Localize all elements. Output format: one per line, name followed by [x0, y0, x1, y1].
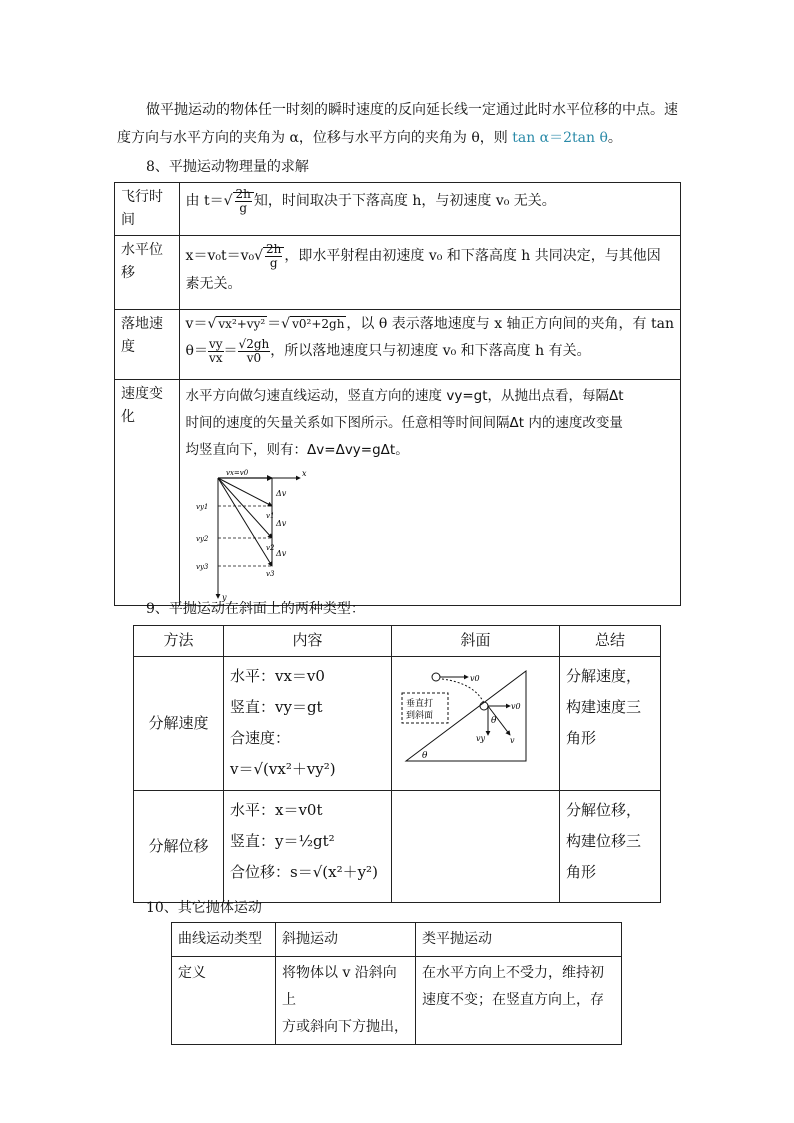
- formula-suffix: ，以 θ 表示落地速度与 x 轴正方向间的夹角，有 tan: [346, 316, 674, 332]
- summary-line: 分解位移，: [566, 801, 642, 819]
- vy1-label: vy1: [195, 503, 208, 511]
- x-axis-label: x: [301, 469, 307, 478]
- dv-label-2: Δv: [275, 519, 286, 528]
- content-line: 水平：vx＝v0: [230, 667, 325, 685]
- content-cell: [224, 657, 392, 791]
- v3-vector: [218, 478, 272, 566]
- summary-line: 构建速度三: [566, 698, 642, 716]
- incline-cell-empty: [392, 791, 560, 903]
- summary-line: 角形: [566, 729, 597, 747]
- vy2-label: vy2: [195, 535, 208, 543]
- section-10-table: [171, 922, 622, 1045]
- header-curve-type: 曲线运动类型: [172, 923, 276, 957]
- v1-label: v1: [265, 512, 274, 520]
- table-row: [115, 183, 681, 236]
- section-8-table: [114, 182, 681, 606]
- header-incline: 斜面: [392, 626, 560, 657]
- method-cell: 分解速度: [134, 657, 224, 791]
- table-row: [172, 957, 622, 1045]
- table-row: [134, 791, 661, 903]
- incline-cell: [392, 657, 560, 791]
- content-line: 合位移：s＝√(x²＋y²): [230, 863, 378, 881]
- table-row: [134, 657, 661, 791]
- sqrt-vx-vy: √ vx²+vy²: [207, 316, 266, 332]
- formula-prefix: v＝: [185, 316, 208, 332]
- v0-label: v0: [470, 674, 480, 683]
- v-label-incline: v: [510, 736, 515, 745]
- content-line: v＝√(vx²＋vy²): [230, 760, 336, 778]
- content-line: 竖直：vy＝gt: [230, 698, 323, 716]
- ball-hit: [480, 702, 488, 710]
- quasi-line: 速度不变；在竖直方向上，存: [422, 992, 604, 1008]
- section-9-heading: 9、平抛运动在斜面上的两种类型：: [146, 601, 365, 617]
- v2-label: v2: [265, 544, 274, 552]
- table-row: [115, 310, 681, 380]
- velocity-change-line-2: 时间的速度的矢量关系如下图所示。任意相等时间间隔Δt 内的速度改变量: [185, 415, 623, 431]
- summary-cell: [560, 791, 661, 903]
- intro-line-1: 做平抛运动的物体任一时刻的瞬时速度的反向延长线一定通过此时水平位移的中点。速: [146, 102, 678, 118]
- header-quasi: 类平抛运动: [416, 923, 622, 957]
- quasi-line: 在水平方向上不受力，维持初: [422, 965, 604, 981]
- formula-suffix: ，即水平射程由初速度 v₀ 和下落高度 h 共同决定，与其他因: [284, 248, 661, 264]
- formula-suffix: 知，时间取决于下落高度 h，与初速度 v₀ 无关。: [253, 193, 556, 209]
- sqrt-v0-2gh: √ v0²+2gh: [281, 316, 345, 332]
- oblique-line: 方或斜向下方抛出，: [282, 1019, 408, 1035]
- intro-line-2-end: 。: [607, 130, 622, 146]
- section-8-heading: 8、平抛运动物理量的求解: [146, 159, 309, 175]
- vx-label: vx=v0: [225, 469, 248, 477]
- summary-line: 角形: [566, 863, 597, 881]
- header-method: 方法: [134, 626, 224, 657]
- content-line: 竖直：y＝½gt²: [230, 832, 335, 850]
- row-label: 飞行时间: [115, 183, 180, 236]
- theta-label-top: θ: [491, 716, 497, 726]
- intro-line-2: [117, 124, 622, 152]
- header-content: 内容: [224, 626, 392, 657]
- summary-line: 构建位移三: [566, 832, 642, 850]
- content-line: 合速度：: [230, 729, 291, 747]
- row-content: v＝√ vx²+vy² ＝√ v0²+2gh ，以 θ 表示落地速度与 x 轴正方向间的夹角，有 tan θ＝ $\frac{vy}{vx}$ ＝ $\frac{√2gh}{v0}$ ，所以落地速度只与初速度 v₀ 和下落高度 h 有关。: [179, 310, 680, 380]
- table-header-row: [134, 626, 661, 657]
- section-10-heading: 10、其它抛体运动: [146, 900, 262, 916]
- theta-label-base: θ: [422, 751, 428, 761]
- table-row: [115, 380, 681, 606]
- table-header-row: [172, 923, 622, 957]
- row-label: 水平位移: [115, 236, 180, 310]
- y-axis-label: y: [221, 593, 227, 602]
- box-line-1: 垂直打: [406, 699, 434, 709]
- intro-paragraph: [146, 96, 766, 124]
- formula-equals: ＝: [267, 316, 282, 332]
- velocity-change-line-3: 均竖直向下，则有：Δv=Δvy=gΔt。: [185, 442, 409, 458]
- vx-label-incline: v0: [511, 702, 521, 711]
- dv-label-3: Δv: [275, 549, 286, 558]
- vy-label-incline: vy: [476, 734, 486, 743]
- formula-suffix-line2: 素无关。: [185, 276, 242, 292]
- header-oblique: 斜抛运动: [276, 923, 416, 957]
- velocity-change-line-1: 水平方向做匀速直线运动，竖直方向的速度 vy=gt，从抛出点看，每隔Δt: [185, 388, 624, 404]
- oblique-cell: [276, 957, 416, 1045]
- header-summary: 总结: [560, 626, 661, 657]
- oblique-line: 将物体以 v 沿斜向上: [282, 965, 397, 1008]
- formula-prefix: 由 t＝: [185, 193, 224, 209]
- tan-theta-prefix: θ＝: [185, 343, 208, 359]
- row-content: [179, 183, 680, 236]
- v2-vector: [218, 478, 272, 538]
- content-cell: [224, 791, 392, 903]
- v3-label: v3: [265, 570, 274, 578]
- section-9-table: [133, 625, 661, 903]
- method-cell: 分解位移: [134, 791, 224, 903]
- intro-line-2-text: 度方向与水平方向的夹角为 α，位移与水平方向的夹角为 θ，则: [117, 130, 513, 146]
- formula-prefix: x＝v₀t＝v₀: [185, 248, 255, 264]
- ball-start: [432, 673, 440, 681]
- summary-line: 分解速度，: [566, 667, 642, 685]
- row-label: 落地速度: [115, 310, 180, 380]
- table-row: [115, 236, 681, 310]
- tan-relation-formula: tan α＝2tan θ: [512, 130, 608, 146]
- sqrt-2h-over-g: √ $\frac{2h}{g}$: [224, 192, 254, 209]
- incline-diagram: [396, 661, 554, 775]
- row-content: [179, 236, 680, 310]
- formula-suffix: ，所以落地速度只与初速度 v₀ 和下落高度 h 有关。: [270, 343, 591, 359]
- summary-cell: [560, 657, 661, 791]
- vy3-label: vy3: [195, 563, 208, 571]
- type-cell: 定义: [172, 957, 276, 1045]
- row-label: 速度变化: [115, 380, 180, 606]
- sqrt-2h-over-g: √ $\frac{2h}{g}$: [254, 247, 284, 264]
- quasi-cell: [416, 957, 622, 1045]
- dv-label-1: Δv: [275, 489, 286, 498]
- velocity-vector-diagram: [196, 466, 316, 602]
- box-line-2: 到斜面: [406, 711, 434, 721]
- row-content: [179, 380, 680, 606]
- content-line: 水平：x＝v0t: [230, 801, 323, 819]
